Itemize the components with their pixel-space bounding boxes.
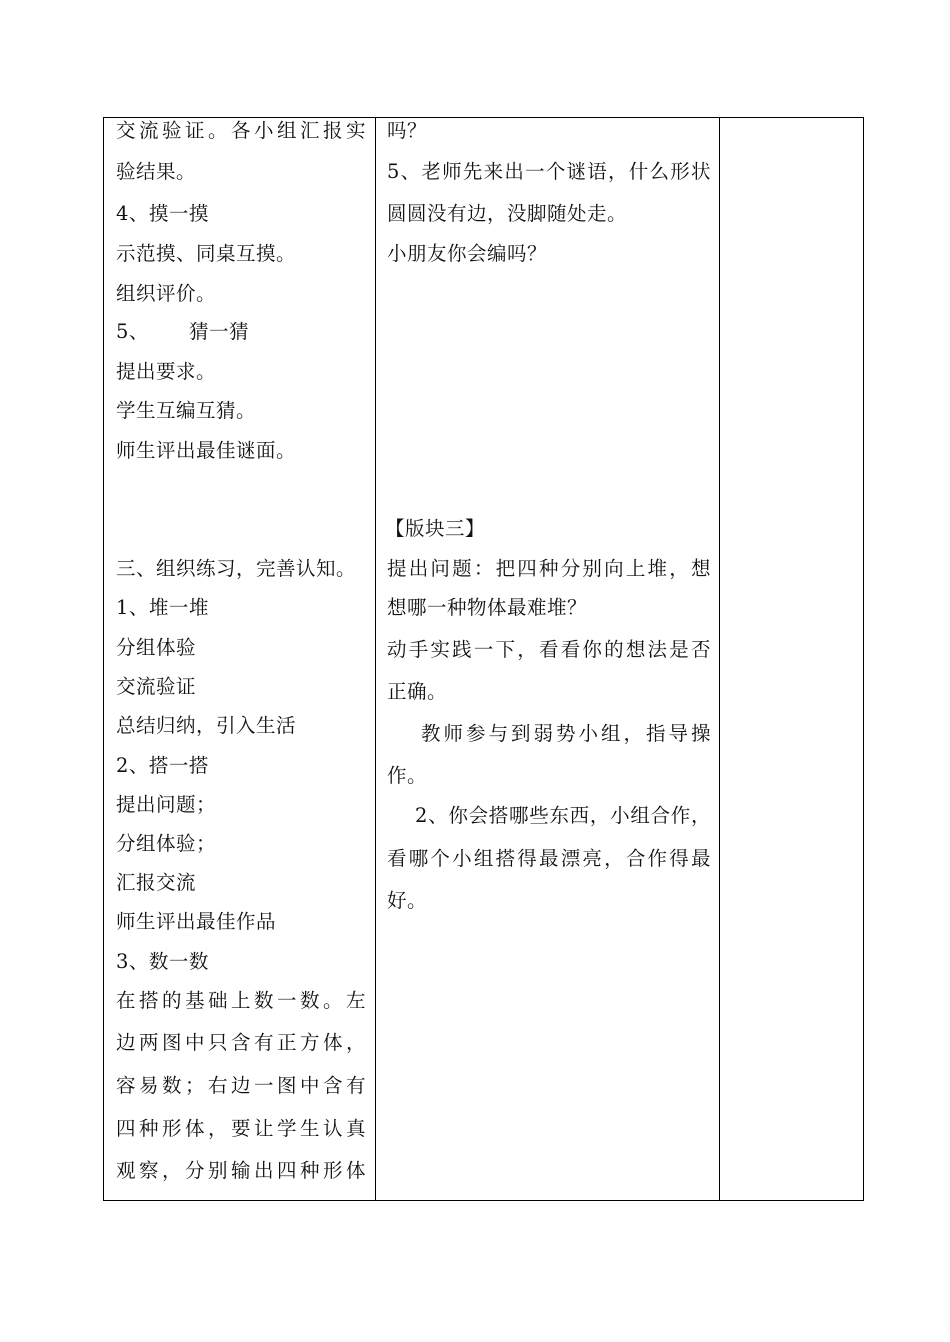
left-line: 交流验证。各小组汇报实 xyxy=(116,119,366,142)
left-line: 分组体验； xyxy=(116,832,217,855)
middle-line: 教师参与到弱势小组，指导操 xyxy=(421,722,711,745)
left-line: 交流验证 xyxy=(116,675,197,698)
left-line: 示范摸、同桌互摸。 xyxy=(116,242,297,265)
middle-line: 5、老师先来出一个谜语，什么形状 xyxy=(387,160,711,183)
middle-line: 看哪个小组搭得最漂亮，合作得最 xyxy=(387,847,711,870)
middle-line: 想哪一种物体最难堆？ xyxy=(387,596,588,619)
left-line: 在搭的基础上数一数。左 xyxy=(116,989,366,1012)
right-column-empty xyxy=(724,118,860,1200)
middle-line: 好。 xyxy=(387,889,428,912)
middle-line: 正确。 xyxy=(387,680,448,703)
left-line: 提出问题； xyxy=(116,793,217,816)
middle-line: 吗？ xyxy=(387,119,428,142)
left-line: 分组体验 xyxy=(116,636,197,659)
left-line: 提出要求。 xyxy=(116,360,217,383)
left-line: 2、搭一搭 xyxy=(116,754,209,777)
left-line: 边两图中只含有正方体， xyxy=(116,1031,366,1054)
left-line: 观察，分别输出四种形体 xyxy=(116,1159,366,1182)
middle-line: 动手实践一下，看看你的想法是否 xyxy=(387,638,711,661)
left-line: 容易数；右边一图中含有 xyxy=(116,1074,366,1097)
left-line: 学生互编互猜。 xyxy=(116,399,257,422)
lesson-plan-table xyxy=(103,117,864,1201)
left-line: 5、 猜一猜 xyxy=(116,320,250,343)
left-line: 组织评价。 xyxy=(116,282,217,305)
left-line: 1、堆一堆 xyxy=(116,596,209,619)
left-line: 4、摸一摸 xyxy=(116,202,209,225)
middle-line: 圆圆没有边，没脚随处走。 xyxy=(387,202,628,225)
left-line: 验结果。 xyxy=(116,160,197,183)
middle-line: 小朋友你会编吗？ xyxy=(387,242,548,265)
middle-line: 作。 xyxy=(387,764,428,787)
middle-line: 【版块三】 xyxy=(385,517,486,540)
middle-line: 提出问题：把四种分别向上堆，想 xyxy=(387,557,711,580)
left-line: 3、数一数 xyxy=(116,950,209,973)
left-line: 汇报交流 xyxy=(116,871,197,894)
column-divider-2 xyxy=(719,118,720,1200)
left-line: 师生评出最佳作品 xyxy=(116,910,277,933)
middle-line: 2、你会搭哪些东西，小组合作， xyxy=(415,804,711,827)
left-line: 师生评出最佳谜面。 xyxy=(116,439,297,462)
column-divider-1 xyxy=(375,118,376,1200)
left-line: 四种形体，要让学生认真 xyxy=(116,1117,366,1140)
left-line: 总结归纳，引入生活 xyxy=(116,714,297,737)
left-line: 三、组织练习，完善认知。 xyxy=(116,557,357,580)
